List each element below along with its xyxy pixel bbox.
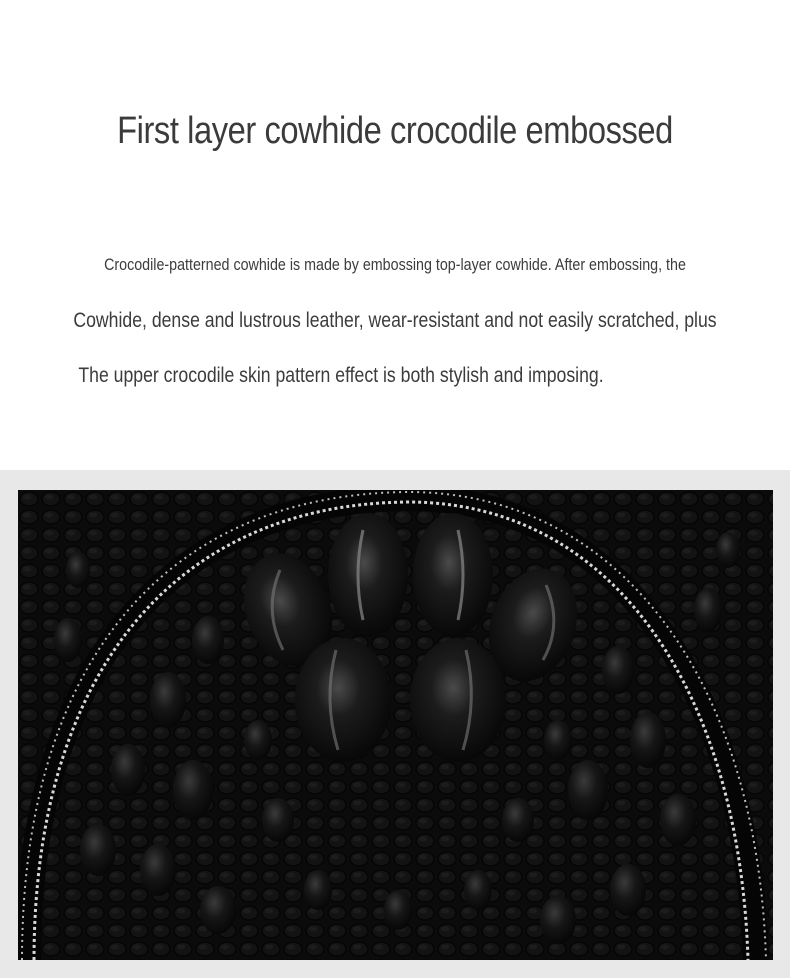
page-title: First layer cowhide crocodile embossed	[117, 110, 673, 152]
text-section	[0, 0, 790, 470]
crocodile-leather-photo	[18, 490, 773, 960]
description-line-1: Crocodile-patterned cowhide is made by embossing top-layer cowhide. After embossing, the	[104, 255, 686, 274]
crocodile-leather-illustration	[18, 490, 773, 960]
description-line-2: Cowhide, dense and lustrous leather, wear-resistant and not easily scratched, plus	[73, 309, 717, 332]
photo-frame	[0, 470, 790, 978]
description-line-3: The upper crocodile skin pattern effect is both stylish and imposing.	[78, 364, 604, 387]
